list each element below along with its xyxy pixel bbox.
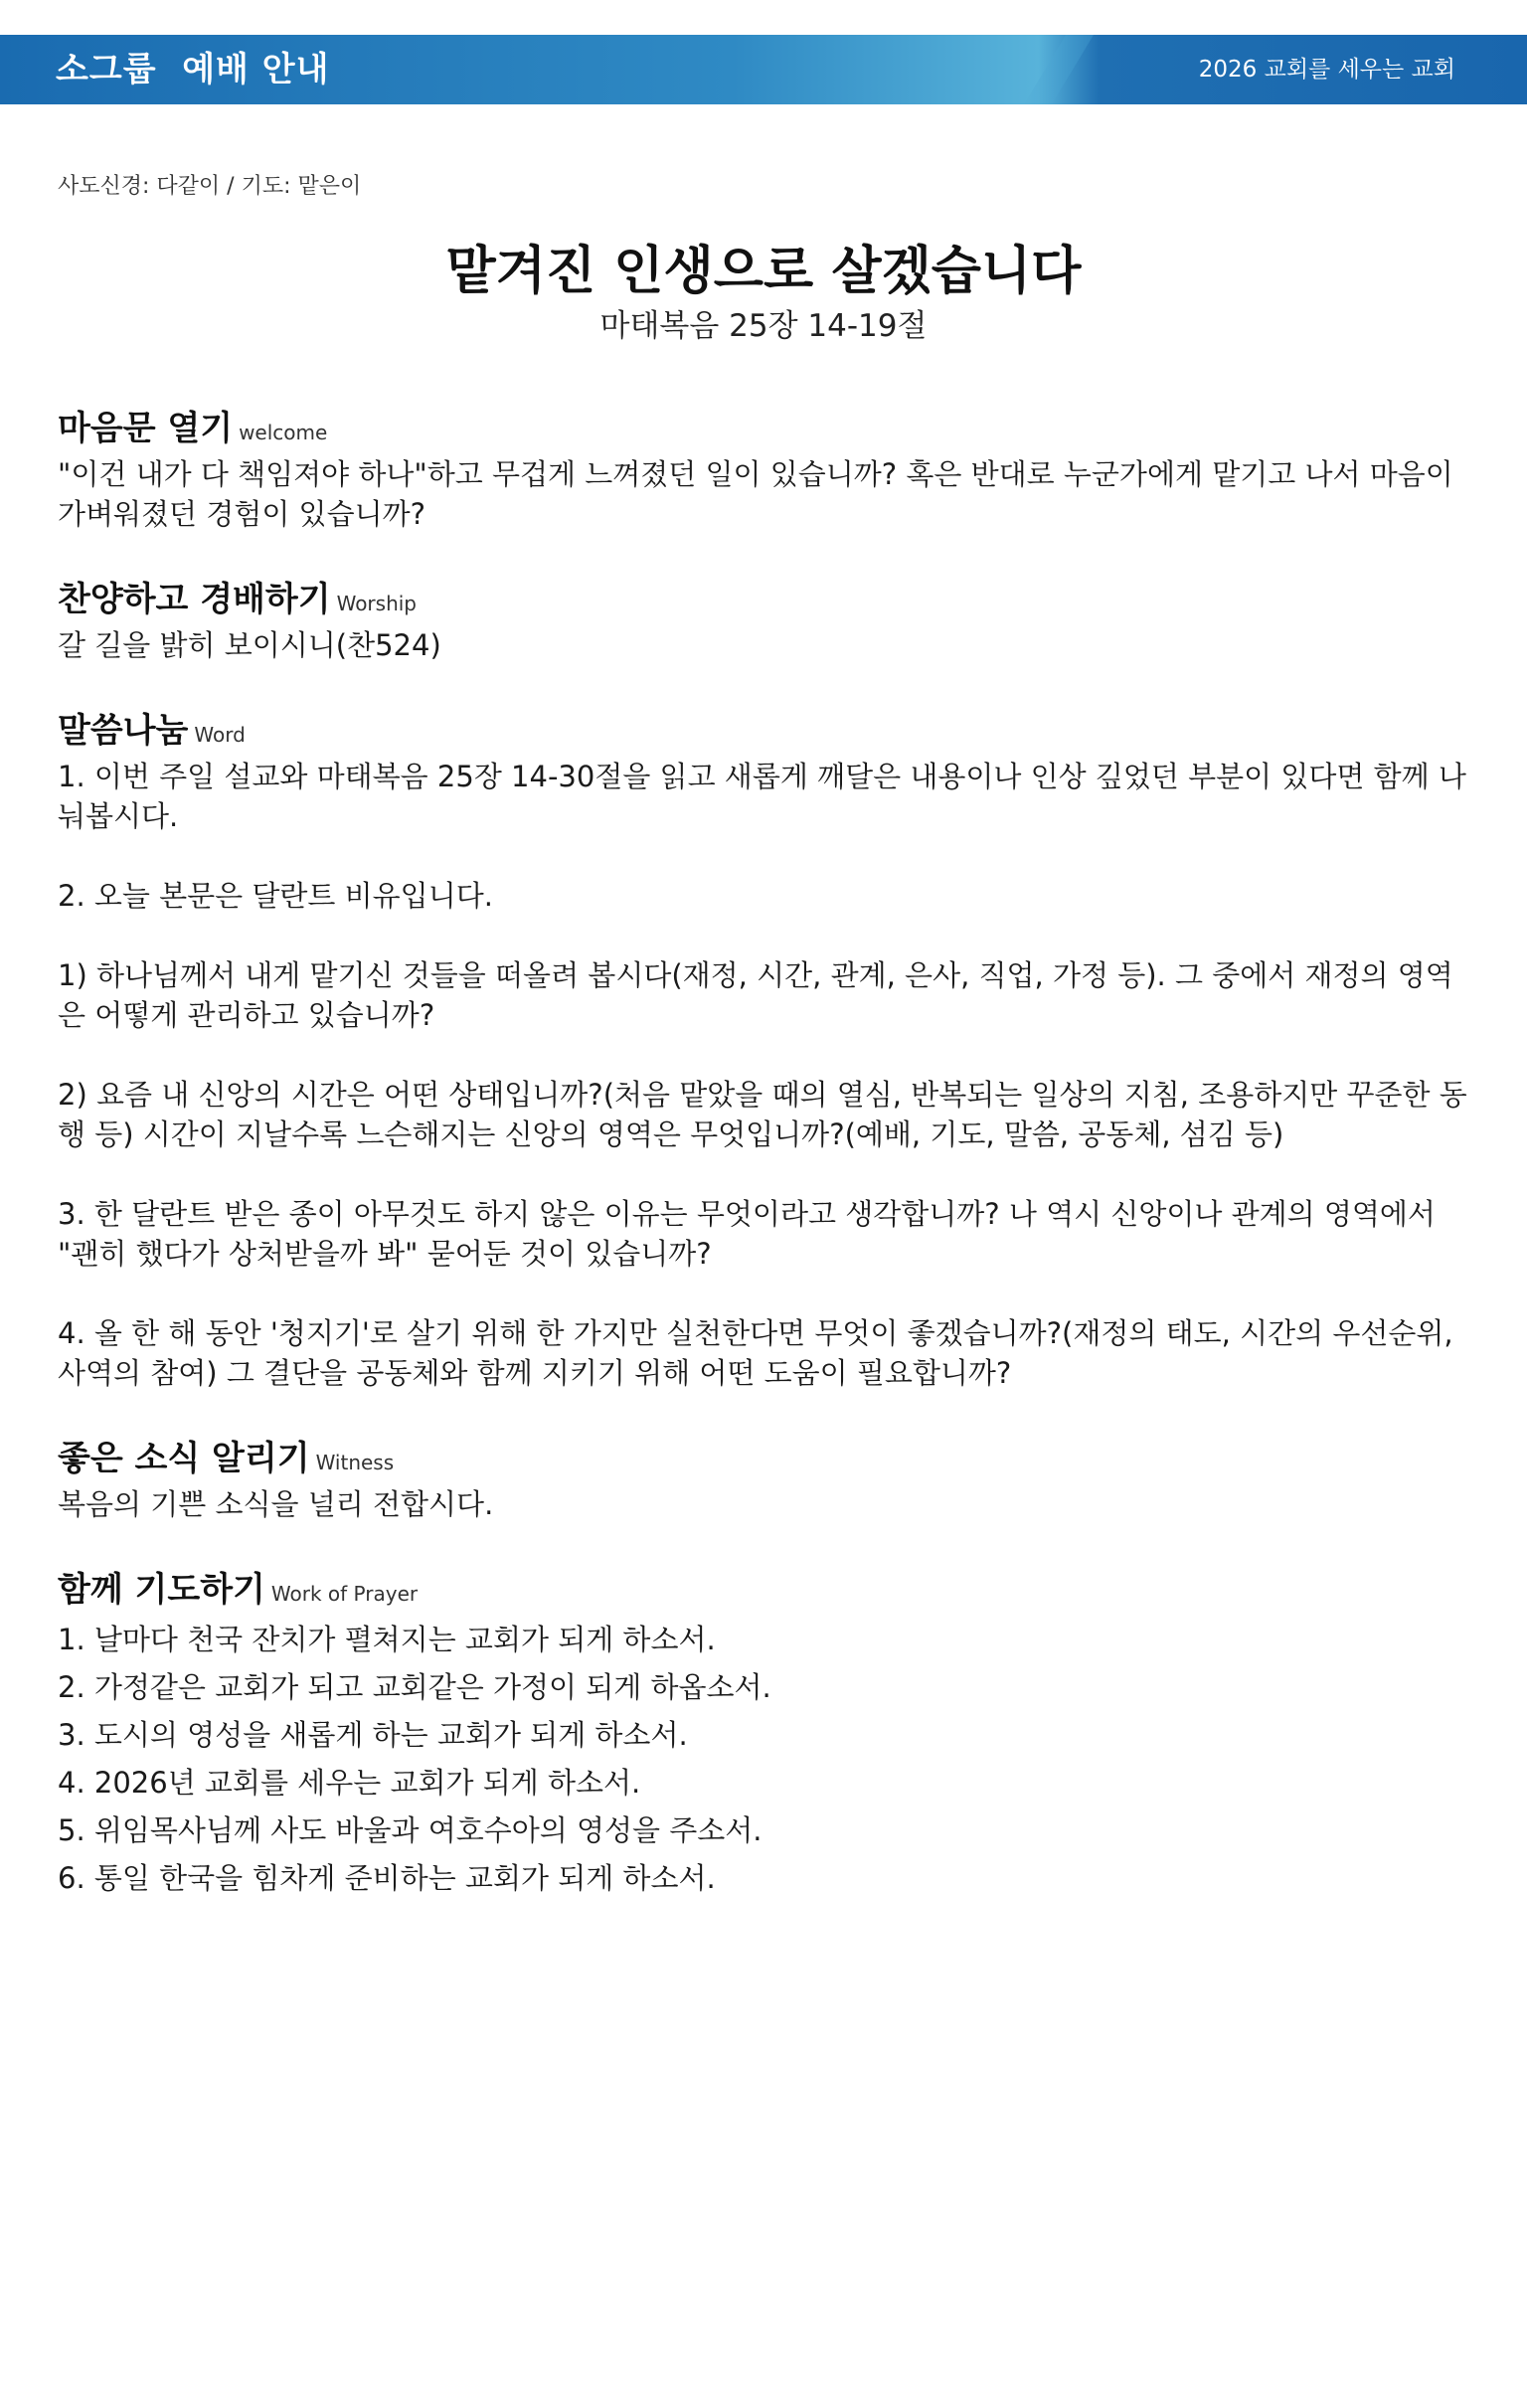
section-title: 함께 기도하기	[58, 1570, 265, 1610]
question-2-2: 2) 요즘 내 신앙의 시간은 어떤 상태입니까?(처음 맡았을 때의 열심, 반복되는 일상의 지침, 조용하지만 꾸준한 동행 등) 시간이 지날수록 느슨해지는 신앙의 영역은 무엇입니까?(예배, 기도, 말씀, 공동체, 섬김 등)	[58, 1078, 1467, 1151]
prayer-item: 1. 날마다 천국 잔치가 펼쳐지는 교회가 되게 하소서.	[58, 1623, 716, 1656]
banner-title: 소그룹 예배 안내	[56, 50, 330, 89]
prayer-item: 6. 통일 한국을 힘차게 준비하는 교회가 되게 하소서.	[58, 1861, 716, 1895]
section-heading	[58, 705, 1469, 757]
question-2-1: 1) 하나님께서 내게 맡기신 것들을 떠올려 봅시다(재정, 시간, 관계, 은사, 직업, 가정 등). 그 중에서 재정의 영역은 어떻게 관리하고 있습니까?	[58, 958, 1453, 1032]
section-witness	[58, 1433, 1469, 1524]
section-word	[58, 705, 1469, 1393]
prayer-item: 4. 2026년 교회를 세우는 교회가 되게 하소서.	[58, 1766, 641, 1800]
witness-text: 복음의 기쁜 소식을 널리 전합시다.	[58, 1487, 494, 1521]
question-1: 1. 이번 주일 설교와 마태복음 25장 14-30절을 읽고 새롭게 깨달은 내용이나 인상 깊었던 부분이 있다면 함께 나눠봅시다.	[58, 760, 1466, 833]
section-heading	[58, 1564, 1469, 1616]
section-title: 좋은 소식 알리기	[58, 1439, 310, 1478]
prayer-item: 2. 가정같은 교회가 되고 교회같은 가정이 되게 하옵소서.	[58, 1670, 771, 1704]
prayer-item: 5. 위임목사님께 사도 바울과 여호수아의 영성을 주소서.	[58, 1813, 763, 1847]
section-english-label: Worship	[336, 592, 418, 615]
question-4: 4. 올 한 해 동안 '청지기'로 살기 위해 한 가지만 실천한다면 무엇이 좋겠습니까?(재정의 태도, 시간의 우선순위, 사역의 참여) 그 결단을 공동체와 함께 지키기 위해 어떤 도움이 필요합니까?	[58, 1316, 1453, 1390]
welcome-text: "이건 내가 다 책임져야 하나"하고 무겁게 느껴졌던 일이 있습니까? 혹은 반대로 누군가에게 맡기고 나서 마음이 가벼워졌던 경험이 있습니까?	[58, 457, 1453, 531]
section-worship	[58, 574, 1469, 665]
sermon-scripture: 마태복음 25장 14-19절	[599, 308, 928, 344]
section-prayer	[58, 1564, 1469, 1902]
section-english-label: Word	[194, 723, 246, 747]
worship-hymn: 갈 길을 밝히 보이시니(찬524)	[58, 628, 441, 662]
service-credits: 사도신경: 다같이 / 기도: 맡은이	[58, 174, 362, 199]
section-english-label: Witness	[315, 1451, 395, 1474]
section-heading	[58, 403, 1469, 454]
section-welcome	[58, 403, 1469, 534]
section-english-label: Work of Prayer	[270, 1582, 419, 1606]
section-heading	[58, 574, 1469, 625]
section-title: 마음문 열기	[58, 409, 234, 448]
section-title: 찬양하고 경배하기	[58, 580, 331, 619]
prayer-item: 3. 도시의 영성을 새롭게 하는 교회가 되게 하소서.	[58, 1718, 688, 1752]
banner-subtitle: 2026 교회를 세우는 교회	[1198, 57, 1455, 83]
header-banner	[0, 35, 1527, 104]
question-2: 2. 오늘 본문은 달란트 비유입니다.	[58, 879, 493, 913]
sermon-title: 맡겨진 인생으로 살겠습니다	[445, 242, 1082, 301]
bulletin-content	[58, 403, 1469, 1902]
question-3: 3. 한 달란트 받은 종이 아무것도 하지 않은 이유는 무엇이라고 생각합니까? 나 역시 신앙이나 관계의 영역에서 "괜히 했다가 상처받을까 봐" 묻어둔 것이 있습니까?	[58, 1197, 1436, 1271]
banner-accent-stripe	[1024, 35, 1094, 104]
section-english-label: welcome	[239, 421, 328, 444]
section-heading	[58, 1433, 1469, 1484]
section-title: 말씀나눔	[58, 711, 189, 751]
